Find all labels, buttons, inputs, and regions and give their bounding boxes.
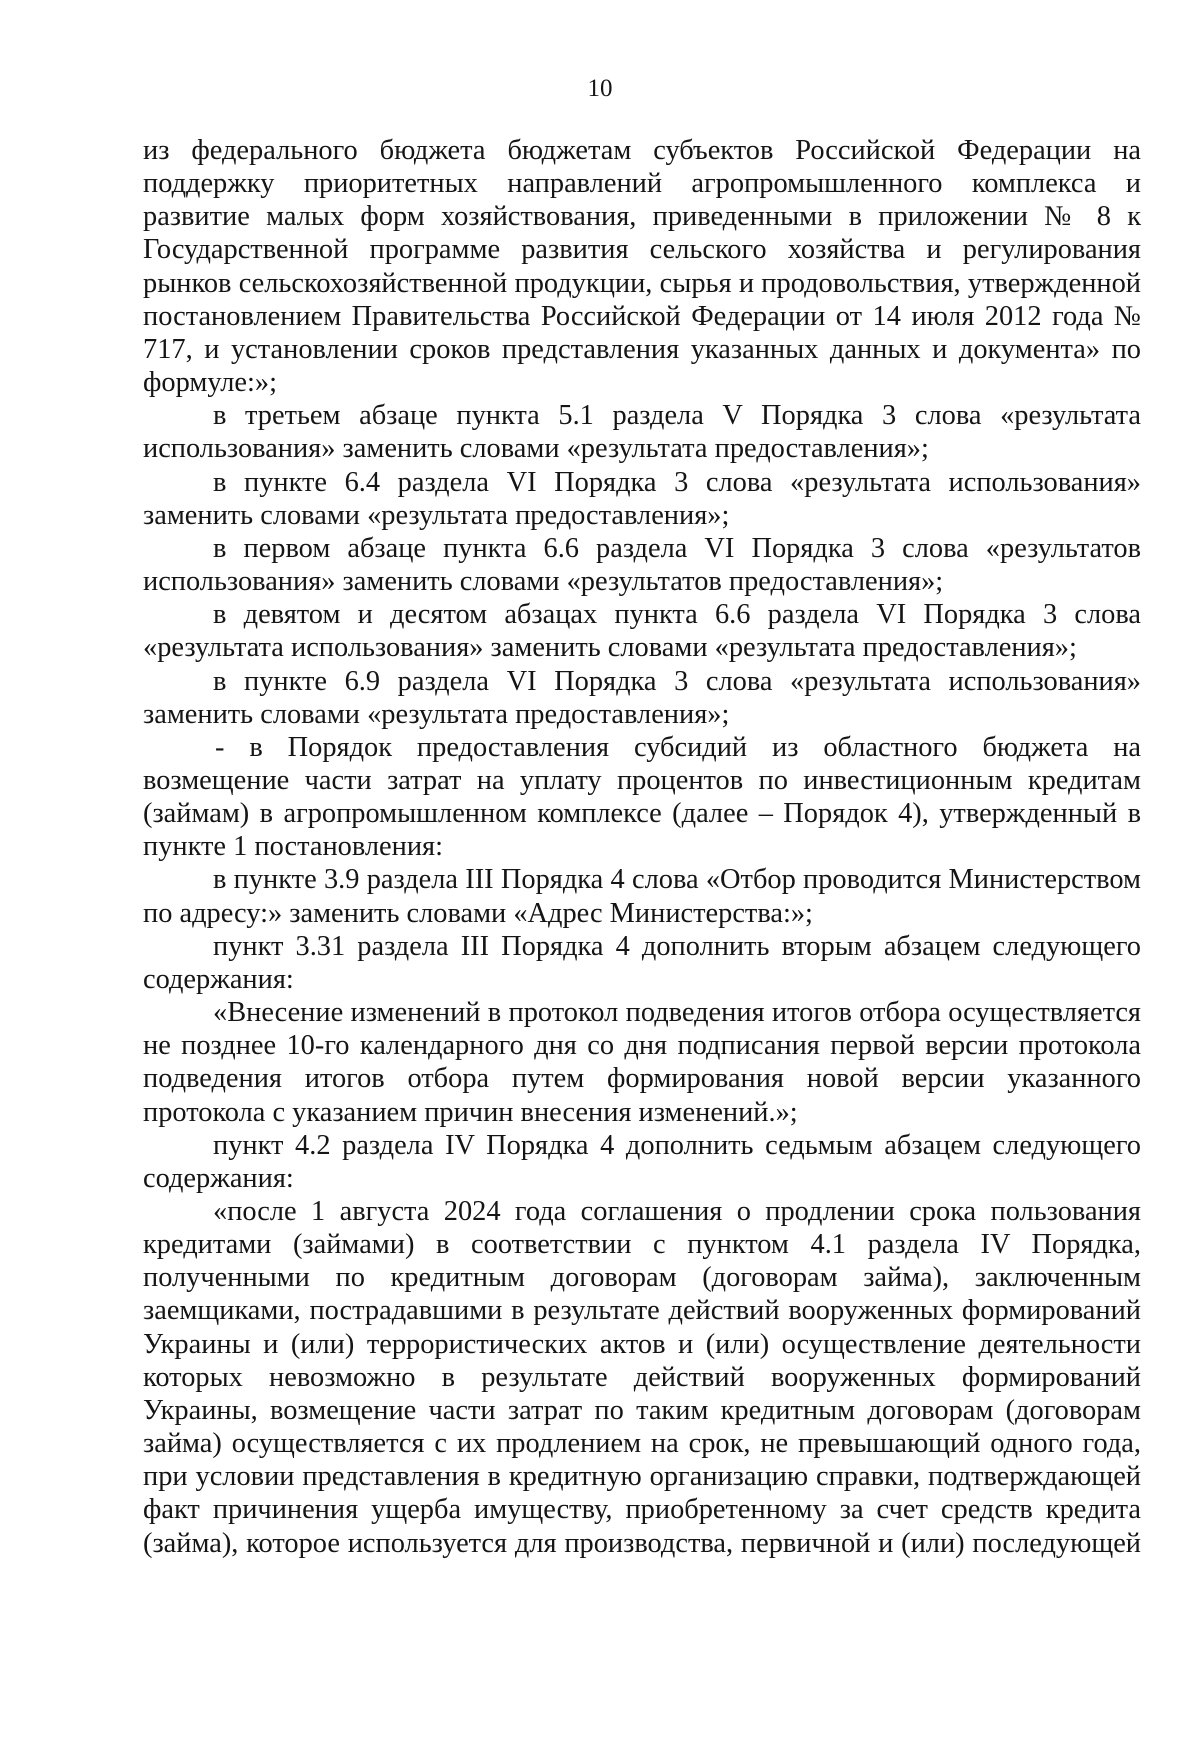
paragraph-quote-3-31: «Внесение изменений в протокол подведения итогов отбора осуществляется не позднее 10-го календарного дня со дня подписания первой версии протокола подведения итогов отбора путем формирования новой версии указанного протокола с указанием причин внесения изменений.»; <box>143 997 1141 1128</box>
paragraph-order-4-intro: - в Порядок предоставления субсидий из областного бюджета на возмещение части затрат на уплату процентов по инвестиционным кредитам (займам) в агропромышленном комплексе (далее – Порядок 4), утвержденный в пункте 1 постановления: <box>143 731 1141 863</box>
paragraph-quote-4-2: «после 1 августа 2024 года соглашения о продлении срока пользования кредитами (займами) в соответствии с пунктом 4.1 раздела IV Порядка, полученными по кредитным договорам (договорам займа), заключенным заемщиками, пострадавшими в результате действий вооруженных формирований Украины и (или) террористических актов и (или) осуществление деятельности которых невозможно в результате действий вооруженных формирований Украины, возмещение части затрат по таким кредитным договорам (договорам займа) осуществляется с их продлением на срок, не превышающий одного года, при условии представления в кредитную организацию справки, подтверждающей факт причинения ущерба имуществу, приобретенному за счет средств кредита (займа), которое используется для производства, первичной и (или) последующей <box>143 1196 1141 1559</box>
paragraph-amendment-6-6-first: в первом абзаце пункта 6.6 раздела VI Порядка 3 слова «результатов использования» заменить словами «результатов предоставления»; <box>143 532 1141 598</box>
paragraph-amendment-3-9: в пункте 3.9 раздела III Порядка 4 слова «Отбор проводится Министерством по адресу:» заменить словами «Адрес Министерства:»; <box>143 864 1141 929</box>
document-body <box>143 134 1141 1560</box>
paragraph-amendment-6-9: в пункте 6.9 раздела VI Порядка 3 слова «результата использования» заменить словами «результата предоставления»; <box>143 665 1141 730</box>
paragraph-continuation: из федерального бюджета бюджетам субъектов Российской Федерации на поддержку приоритетных направлений агропромышленного комплекса и развитие малых форм хозяйствования, приведенными в приложении № 8 к Государственной программе развития сельского хозяйства и регулирования рынков сельскохозяйственной продукции, сырья и продовольствия, утвержденной постановлением Правительства Российской Федерации от 14 июля 2012 года № 717, и установлении сроков представления указанных данных и документа» по формуле:»; <box>143 135 1141 399</box>
paragraph-amendment-6-6-ninth: в девятом и десятом абзацах пункта 6.6 раздела VI Порядка 3 слова «результата использования» заменить словами «результата предоставления»; <box>143 599 1141 664</box>
page-number: 10 <box>587 75 613 102</box>
paragraph-amendment-6-4: в пункте 6.4 раздела VI Порядка 3 слова «результата использования» заменить словами «результата предоставления»; <box>143 466 1141 531</box>
paragraph-amendment-5-1: в третьем абзаце пункта 5.1 раздела V Порядка 3 слова «результата использования» заменить словами «результата предоставления»; <box>143 400 1141 465</box>
paragraph-amendment-3-31: пункт 3.31 раздела III Порядка 4 дополнить вторым абзацем следующего содержания: <box>143 930 1141 995</box>
paragraph-amendment-4-2: пункт 4.2 раздела IV Порядка 4 дополнить седьмым абзацем следующего содержания: <box>143 1129 1141 1194</box>
